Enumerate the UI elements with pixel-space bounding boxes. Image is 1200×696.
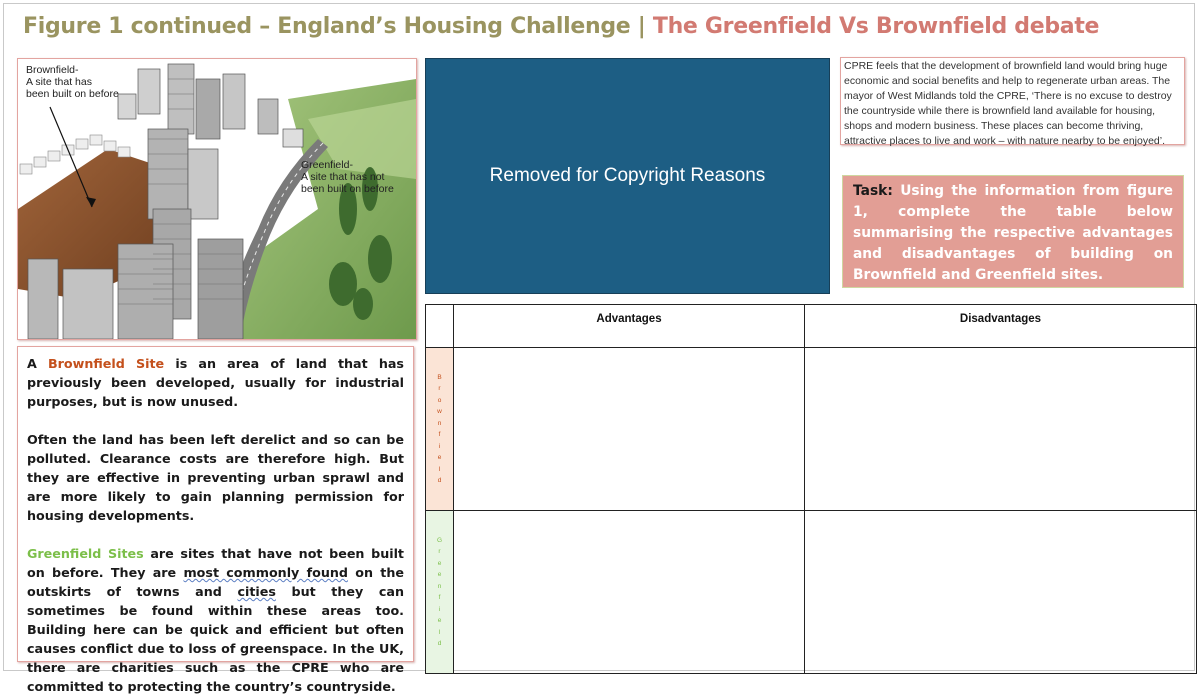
row-label-letter: i — [438, 605, 441, 613]
brownfield-caption-line: A site that has — [26, 76, 92, 88]
row-label-letter: B — [437, 373, 442, 381]
advantages-disadvantages-table — [425, 304, 1197, 674]
row-label-letter: f — [438, 594, 441, 601]
row-label-letter: e — [437, 559, 442, 567]
city-illustration-image — [18, 59, 416, 339]
table-row — [426, 348, 1197, 511]
row-label-letter: l — [438, 628, 441, 636]
text-run: but they can sometimes be found within these areas too. Building here can be quick and efficient but often causes conflict due to loss of greenspace. In the UK, there are charities such as the CPRE who are committed to protecting the country’s countryside. — [27, 584, 404, 694]
greenfield-caption-line: been built on before — [301, 183, 394, 195]
title-part-2: The Greenfield Vs Brownfield debate — [652, 14, 1100, 39]
row-label-letter: d — [437, 640, 442, 647]
row-label-letter: d — [437, 477, 442, 484]
disadvantages-header: Disadvantages — [805, 305, 1197, 348]
definitions-text-box — [17, 346, 414, 694]
greenfield-row-label — [426, 511, 454, 674]
row-label-letter: e — [437, 454, 442, 461]
brownfield-caption-line: been built on before — [26, 88, 119, 100]
text-run: A — [27, 356, 48, 371]
greenfield-advantages-cell[interactable] — [454, 511, 805, 674]
row-label-letter: l — [438, 465, 441, 473]
brownfield-details: Often the land has been left derelict and so can be polluted. Clearance costs are therefore high. But they are effective in preventing urban sprawl and are more likely to gain planning permission for housing developments. — [27, 432, 404, 523]
greenfield-disadvantages-cell[interactable] — [805, 511, 1197, 674]
row-label-letter: G — [436, 536, 443, 544]
text-run: are sites that have not been built on before. They are — [27, 546, 404, 580]
brownfield-term: Brownfield Site — [48, 356, 165, 371]
brownfield-greenfield-illustration — [17, 58, 417, 340]
greenfield-term: Greenfield Sites — [27, 546, 144, 561]
row-label-letter: n — [437, 582, 442, 590]
row-label-letter: r — [438, 548, 441, 555]
brownfield-caption — [26, 64, 119, 100]
brownfield-row-label — [426, 348, 454, 511]
greenfield-definition — [27, 544, 404, 696]
text-run: on the outskirts of towns and — [27, 565, 405, 599]
row-label-letter: w — [437, 408, 442, 415]
greenfield-caption — [301, 159, 394, 195]
page-title — [23, 14, 1099, 39]
row-label-letter: e — [437, 571, 442, 578]
copyright-notice: Removed for Copyright Reasons — [489, 165, 766, 186]
table-header-row — [426, 305, 1197, 348]
text-run-underlined: cities — [237, 584, 276, 599]
brownfield-caption-line: Brownfield- — [26, 64, 79, 76]
brownfield-disadvantages-cell[interactable] — [805, 348, 1197, 511]
title-part-1: Figure 1 continued – England’s Housing Challenge | — [23, 14, 653, 39]
brownfield-advantages-cell[interactable] — [454, 348, 805, 511]
cpre-quote-box — [840, 57, 1185, 145]
greenfield-caption-line: A site that has not — [301, 171, 385, 183]
copyright-placeholder — [425, 58, 830, 294]
row-label-letter: o — [437, 396, 442, 404]
task-box — [842, 175, 1184, 288]
row-label-letter: i — [438, 442, 441, 450]
table-corner-cell — [426, 305, 454, 348]
advantages-header: Advantages — [454, 305, 805, 348]
row-label-letter: r — [438, 385, 441, 392]
task-label: Task: — [853, 183, 893, 199]
row-label-letter: e — [437, 617, 442, 624]
brownfield-definition — [27, 354, 404, 411]
row-label-letter: n — [437, 419, 442, 427]
text-run-underlined: most commonly found — [183, 565, 348, 580]
text-run: is an area of land that has previously been developed, usually for industrial purposes, but is now unused. — [27, 356, 404, 409]
task-text: Using the information from figure 1, complete the table below summarising the respective advantages and disadvantages of building on Brownfield and Greenfield sites. — [853, 183, 1173, 283]
row-label-letter: f — [438, 431, 441, 438]
greenfield-caption-line: Greenfield- — [301, 159, 353, 171]
cpre-quote-text: CPRE feels that the development of brownfield land would bring huge economic and social benefits and help to regenerate urban areas. The mayor of West Midlands told the CPRE, ‘There is no excuse to destroy the countryside while there is brownfield land available for housing, shops and modern business. These places can become thriving, attractive places to live and work – with nature nearby to be enjoyed’. — [844, 60, 1172, 147]
table-row — [426, 511, 1197, 674]
